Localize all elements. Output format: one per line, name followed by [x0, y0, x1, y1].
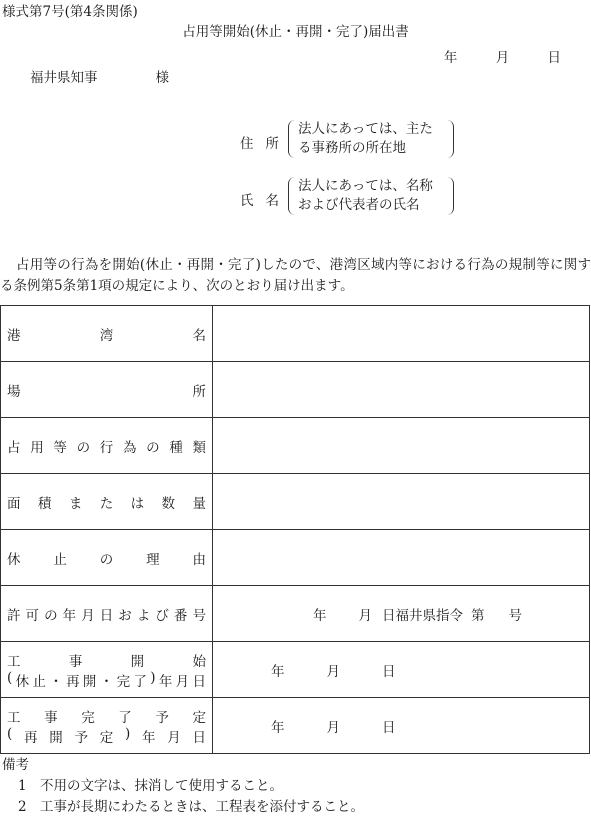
row-label-char: び	[155, 607, 169, 624]
row-label	[1, 642, 213, 698]
row-label-line	[7, 548, 206, 568]
table-body	[1, 306, 590, 754]
row-label-char: 為	[122, 439, 137, 456]
form-number: 様式第7号(第4条関係)	[2, 4, 138, 20]
row-label-line	[7, 706, 206, 726]
row-label-char: 年	[141, 729, 156, 746]
address-note	[298, 120, 433, 158]
row-label-char: 類	[192, 439, 206, 456]
row-label-char: 由	[192, 551, 206, 568]
addressee	[30, 66, 169, 86]
address-block	[240, 120, 470, 160]
row-label-char: 開	[130, 653, 145, 670]
row-label-char: 積	[37, 495, 52, 512]
row-label-char: 月	[167, 729, 181, 746]
row-label-char: の	[44, 607, 58, 624]
name-note-line: 法人にあっては、名称	[298, 178, 433, 194]
row-label-char: 再	[66, 673, 80, 690]
row-value-field[interactable]	[213, 306, 590, 362]
row-label-char: 休	[7, 551, 21, 568]
row-label	[1, 698, 213, 754]
row-label-char: 日	[99, 607, 114, 624]
address-label: 住所	[240, 136, 291, 152]
row-label-char: 了	[118, 709, 132, 726]
notes-section	[2, 755, 364, 818]
document-title: 占用等開始(休止・再開・完了)届出書	[182, 24, 409, 40]
notes-heading: 備考	[2, 757, 29, 773]
row-label-char: 完	[81, 709, 95, 726]
row-label-char: の	[146, 439, 160, 456]
row-label-char: た	[99, 495, 114, 512]
row-value-text: 日	[382, 663, 396, 680]
row-label-line	[7, 670, 206, 690]
row-label-char: 湾	[99, 327, 114, 344]
date-month: 月	[495, 50, 510, 66]
row-label-char: お	[118, 607, 132, 624]
table-row	[1, 418, 590, 474]
row-label-char: 場	[7, 383, 21, 400]
row-label-char: は	[130, 495, 145, 512]
name-note-line: および代表者の氏名	[298, 197, 420, 213]
name-block	[240, 177, 470, 217]
row-label-char: ま	[68, 495, 83, 512]
row-label-char: 番	[173, 607, 188, 624]
row-value-field[interactable]	[213, 586, 590, 642]
date-day: 日	[547, 50, 561, 66]
row-label-char: 種	[169, 439, 183, 456]
row-label-char: 量	[192, 495, 206, 512]
row-value-field[interactable]	[213, 530, 590, 586]
row-label-line	[7, 726, 206, 746]
row-label-char: 定	[99, 729, 114, 746]
row-label-char: 予	[74, 729, 88, 746]
row-label	[1, 586, 213, 642]
body-text: 占用等の行為を開始(休止・再開・完了)したので、港湾区域内等における行為の規制等に関する条例第5条第1項の規定により、次のとおり届け出ます。	[0, 257, 591, 294]
row-label-char: (	[7, 669, 13, 686]
row-label-char: 港	[7, 327, 21, 344]
row-label	[1, 306, 213, 362]
row-label-char: 号	[192, 607, 206, 624]
row-label-char: 予	[155, 709, 169, 726]
table-row	[1, 642, 590, 698]
table-row	[1, 586, 590, 642]
row-label-char: 始	[192, 653, 206, 670]
row-value-text: 第	[471, 607, 485, 624]
table-row	[1, 306, 590, 362]
row-label-char: 面	[7, 495, 21, 512]
table-row	[1, 530, 590, 586]
row-value-text: 月	[326, 663, 340, 680]
row-label-char: 月	[175, 673, 190, 690]
row-value-text: 日	[382, 719, 396, 736]
row-label-char: 日	[192, 673, 206, 690]
note-item	[2, 797, 364, 818]
row-label-char: 完	[116, 673, 131, 690]
address-note-line: る事務所の所在地	[298, 140, 406, 156]
row-label	[1, 362, 213, 418]
row-label-char: 等	[53, 439, 67, 456]
row-value-field[interactable]	[213, 418, 590, 474]
row-value-field[interactable]	[213, 474, 590, 530]
row-value-text: 年	[271, 663, 285, 680]
row-value-text: 月	[358, 607, 372, 624]
row-label-line	[7, 492, 206, 512]
row-label-char: 名	[192, 327, 206, 344]
row-label-char: 許	[7, 607, 21, 624]
note-text: 工事が長期にわたるときは、工程表を添付すること。	[40, 799, 364, 815]
row-label-char: の	[76, 439, 91, 456]
note-number: 2	[18, 799, 27, 815]
row-label-line	[7, 324, 206, 344]
row-label-char: の	[99, 551, 114, 568]
row-value-text: 月	[326, 719, 340, 736]
addressee-title: 様	[155, 70, 169, 86]
row-value-text: 年	[271, 719, 285, 736]
report-table	[0, 305, 590, 754]
address-note-line: 法人にあっては、主た	[298, 121, 433, 137]
row-label-char: 所	[192, 383, 206, 400]
row-label	[1, 530, 213, 586]
row-label-char: )	[150, 669, 156, 686]
addressee-name: 福井県知事	[30, 70, 98, 86]
row-label-char: ・	[99, 673, 114, 690]
row-label-char: 行	[99, 439, 114, 456]
row-label-char: 用	[30, 439, 44, 456]
row-value-field[interactable]	[213, 698, 590, 754]
row-label-char: 月	[81, 607, 95, 624]
row-label-char: 了	[133, 673, 147, 690]
name-note	[298, 177, 433, 215]
row-label-char: (	[7, 725, 13, 742]
row-label-line	[7, 604, 206, 624]
row-value-field[interactable]	[213, 642, 590, 698]
name-label: 氏名	[240, 193, 291, 209]
note-text: 不用の文字は、抹消して使用すること。	[40, 778, 283, 794]
row-label-char: 止	[32, 673, 46, 690]
row-value-field[interactable]	[213, 362, 590, 418]
row-label-char: 開	[49, 729, 63, 746]
row-value-text: 号	[508, 607, 522, 624]
row-label-char: 年	[62, 607, 77, 624]
row-label-char: 日	[192, 729, 206, 746]
row-label-line	[7, 380, 206, 400]
row-label-char: 理	[146, 551, 160, 568]
row-label-char: 開	[82, 673, 97, 690]
table-row	[1, 362, 590, 418]
row-value-text: 日福井県指令	[382, 607, 463, 624]
row-label-char: 年	[158, 673, 173, 690]
row-label	[1, 418, 213, 474]
row-label-line	[7, 650, 206, 670]
row-label-line	[7, 436, 206, 456]
table-row	[1, 474, 590, 530]
row-label-char: 休	[15, 673, 30, 690]
row-label-char: よ	[136, 607, 151, 624]
note-number: 1	[18, 778, 27, 794]
row-label-char: 定	[192, 709, 206, 726]
row-label-char: 可	[25, 607, 40, 624]
table-row	[1, 698, 590, 754]
body-paragraph	[0, 255, 591, 297]
row-label-char: 事	[44, 709, 58, 726]
row-label-char: 止	[53, 551, 67, 568]
row-label	[1, 474, 213, 530]
row-label-char: 占	[7, 439, 21, 456]
row-label-char: 再	[24, 729, 38, 746]
row-value-text: 年	[313, 607, 327, 624]
row-label-char: 工	[7, 653, 21, 670]
row-label-char: 工	[7, 709, 21, 726]
date-year: 年	[443, 50, 458, 66]
row-label-char: 事	[68, 653, 83, 670]
row-label-char: 数	[161, 495, 176, 512]
row-label-char: )	[124, 725, 131, 742]
note-item	[2, 776, 364, 797]
row-label-char: ・	[49, 673, 63, 690]
date-line	[444, 46, 561, 66]
